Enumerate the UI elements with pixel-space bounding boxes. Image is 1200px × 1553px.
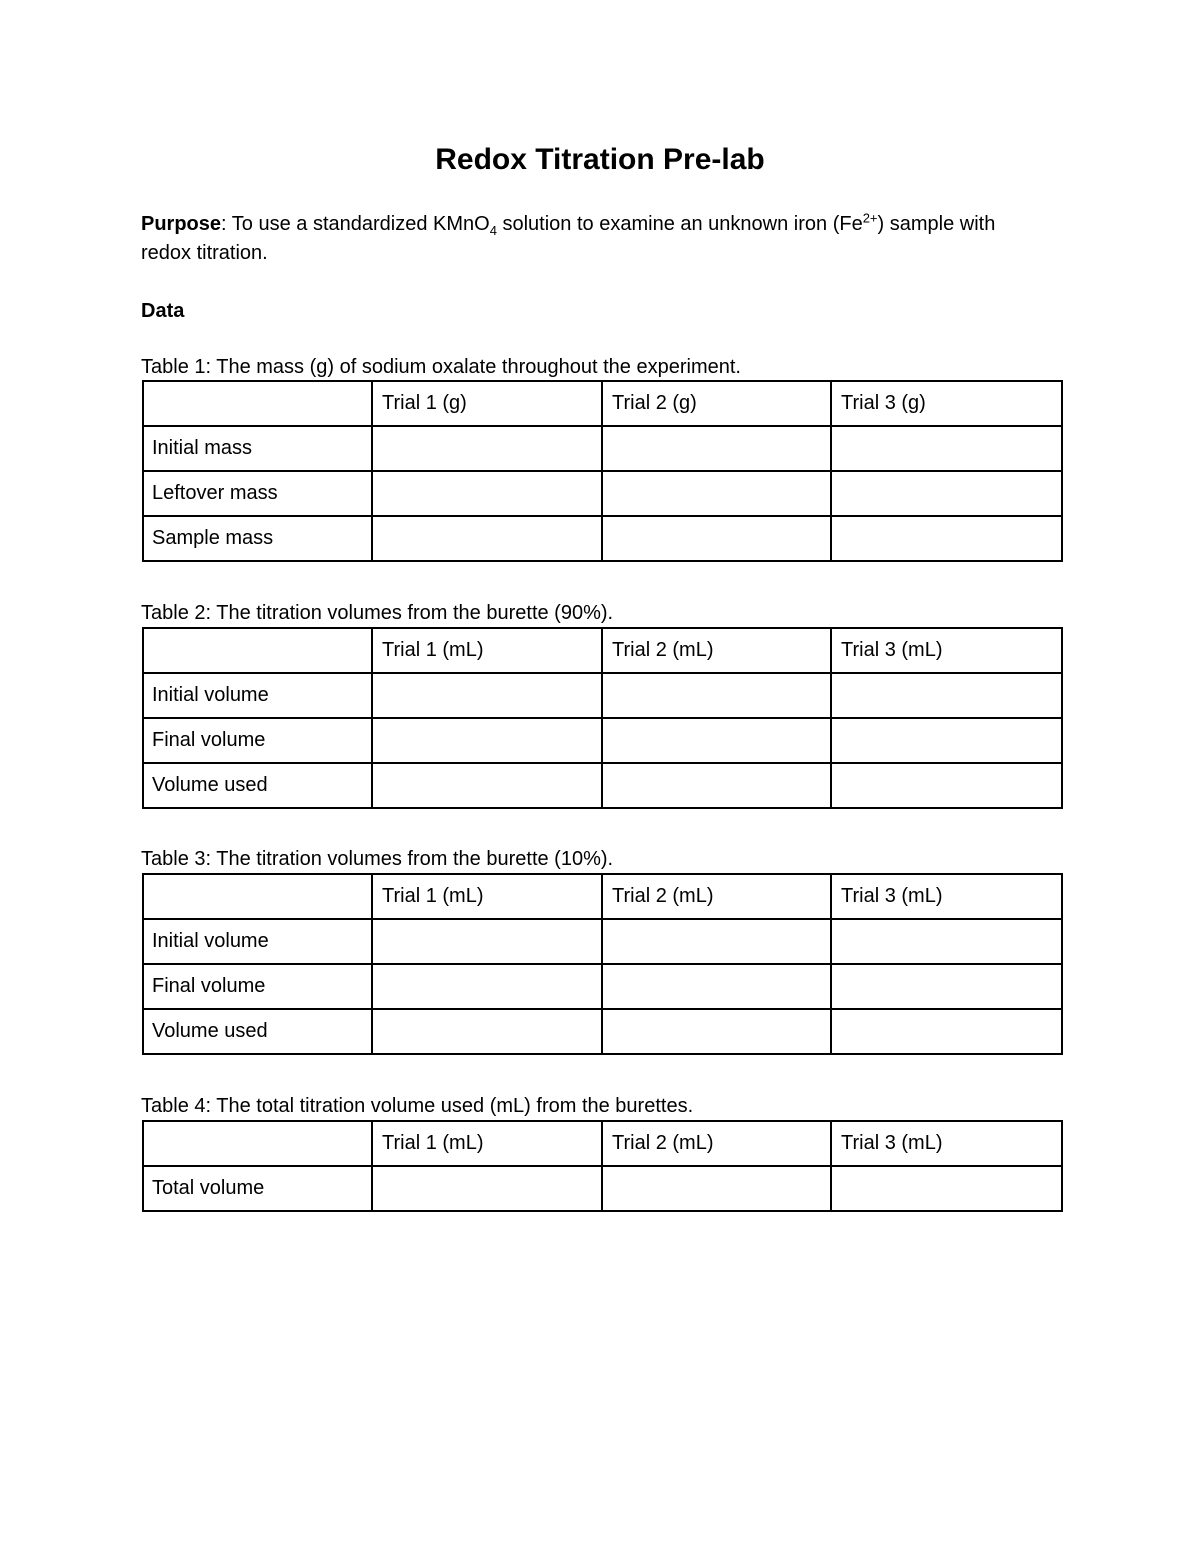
header-cell: Trial 2 (mL) — [602, 628, 831, 673]
entry-cell[interactable] — [831, 426, 1062, 471]
table-header-row — [143, 874, 1062, 919]
entry-cell[interactable] — [831, 471, 1062, 516]
entry-cell[interactable] — [602, 919, 831, 964]
entry-cell[interactable] — [831, 1009, 1062, 1054]
entry-cell[interactable] — [602, 471, 831, 516]
table-header-row — [143, 1121, 1062, 1166]
entry-cell[interactable] — [831, 1166, 1062, 1211]
entry-cell[interactable] — [372, 1009, 602, 1054]
entry-cell[interactable] — [831, 516, 1062, 561]
purpose-text-1: : To use a standardized KMnO — [221, 213, 490, 235]
table-row — [143, 1009, 1062, 1054]
row-label: Volume used — [143, 763, 372, 808]
header-cell — [143, 628, 372, 673]
purpose-superscript: 2+ — [862, 210, 878, 226]
entry-cell[interactable] — [831, 718, 1062, 763]
page-title: Redox Titration Pre-lab — [435, 143, 765, 176]
entry-cell[interactable] — [372, 426, 602, 471]
table-3-caption: Table 3: The titration volumes from the burette (10%). — [141, 848, 614, 870]
row-label: Initial volume — [143, 919, 372, 964]
header-cell: Trial 2 (g) — [602, 381, 831, 426]
table-4-caption: Table 4: The total titration volume used (mL) from the burettes. — [141, 1095, 694, 1117]
row-label: Final volume — [143, 718, 372, 763]
row-label: Initial mass — [143, 426, 372, 471]
entry-cell[interactable] — [602, 1009, 831, 1054]
header-cell: Trial 1 (g) — [372, 381, 602, 426]
row-label: Final volume — [143, 964, 372, 1009]
header-cell: Trial 3 (mL) — [831, 874, 1062, 919]
purpose-text-2: solution to examine an unknown iron (Fe — [496, 213, 863, 235]
entry-cell[interactable] — [831, 964, 1062, 1009]
header-cell: Trial 1 (mL) — [372, 874, 602, 919]
entry-cell[interactable] — [372, 673, 602, 718]
table-row — [143, 964, 1062, 1009]
purpose-text-3: ) sample with redox titration. — [141, 213, 996, 264]
entry-cell[interactable] — [602, 964, 831, 1009]
purpose-paragraph — [141, 210, 1041, 268]
table-row — [143, 471, 1062, 516]
entry-cell[interactable] — [372, 763, 602, 808]
table-1 — [142, 380, 1063, 562]
table-row — [143, 426, 1062, 471]
table-row — [143, 1166, 1062, 1211]
entry-cell[interactable] — [372, 516, 602, 561]
row-label: Volume used — [143, 1009, 372, 1054]
table-4 — [142, 1120, 1063, 1212]
header-cell — [143, 381, 372, 426]
entry-cell[interactable] — [372, 1166, 602, 1211]
row-label: Initial volume — [143, 673, 372, 718]
header-cell: Trial 3 (mL) — [831, 1121, 1062, 1166]
row-label: Sample mass — [143, 516, 372, 561]
table-header-row — [143, 628, 1062, 673]
header-cell: Trial 2 (mL) — [602, 1121, 831, 1166]
entry-cell[interactable] — [372, 964, 602, 1009]
entry-cell[interactable] — [602, 1166, 831, 1211]
row-label: Total volume — [143, 1166, 372, 1211]
table-header-row — [143, 381, 1062, 426]
header-cell: Trial 1 (mL) — [372, 1121, 602, 1166]
entry-cell[interactable] — [372, 919, 602, 964]
purpose-label: Purpose — [141, 213, 222, 235]
entry-cell[interactable] — [602, 673, 831, 718]
entry-cell[interactable] — [372, 718, 602, 763]
table-1-caption: Table 1: The mass (g) of sodium oxalate throughout the experiment. — [141, 356, 741, 378]
entry-cell[interactable] — [372, 471, 602, 516]
entry-cell[interactable] — [831, 763, 1062, 808]
table-row — [143, 516, 1062, 561]
header-cell: Trial 2 (mL) — [602, 874, 831, 919]
table-row — [143, 718, 1062, 763]
data-heading: Data — [141, 300, 185, 322]
header-cell — [143, 874, 372, 919]
table-3 — [142, 873, 1063, 1055]
entry-cell[interactable] — [602, 426, 831, 471]
table-2-caption: Table 2: The titration volumes from the burette (90%). — [141, 602, 614, 624]
entry-cell[interactable] — [602, 718, 831, 763]
header-cell: Trial 1 (mL) — [372, 628, 602, 673]
header-cell: Trial 3 (g) — [831, 381, 1062, 426]
entry-cell[interactable] — [831, 673, 1062, 718]
purpose-subscript: 4 — [489, 223, 497, 238]
entry-cell[interactable] — [602, 763, 831, 808]
entry-cell[interactable] — [602, 516, 831, 561]
table-row — [143, 763, 1062, 808]
table-2 — [142, 627, 1063, 809]
table-row — [143, 673, 1062, 718]
row-label: Leftover mass — [143, 471, 372, 516]
entry-cell[interactable] — [831, 919, 1062, 964]
header-cell — [143, 1121, 372, 1166]
header-cell: Trial 3 (mL) — [831, 628, 1062, 673]
table-row — [143, 919, 1062, 964]
